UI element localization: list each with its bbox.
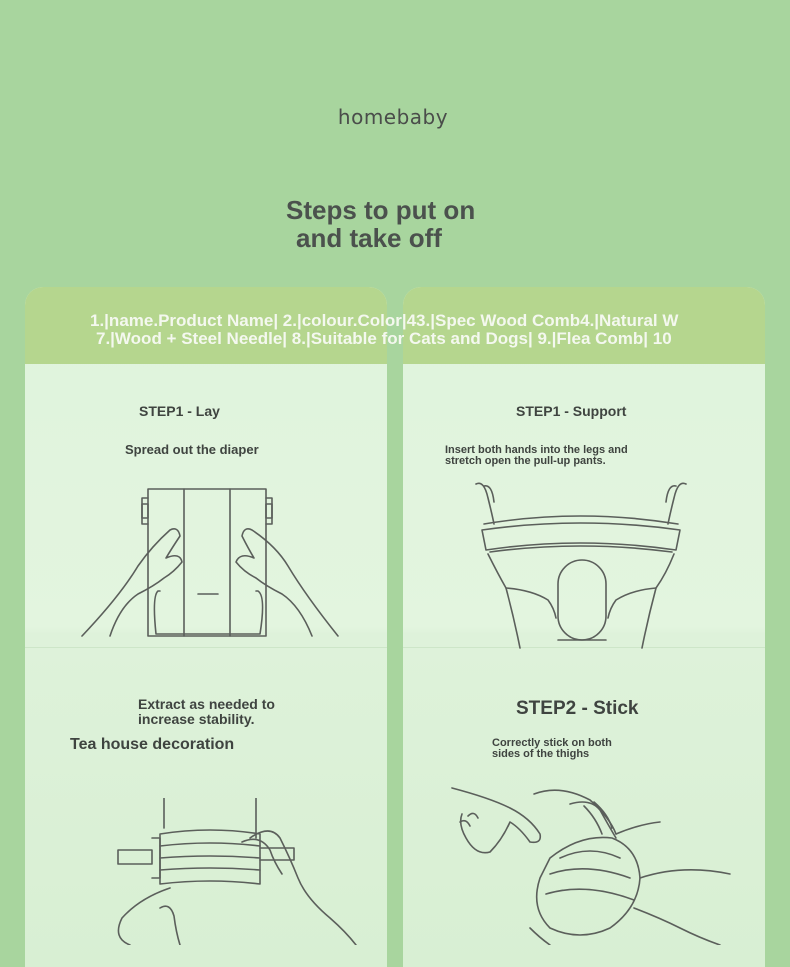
step-extract-desc: Extract as needed to increase stability. bbox=[138, 696, 275, 727]
diaper-extract-icon bbox=[110, 798, 360, 945]
brand-logo: homebaby bbox=[337, 105, 449, 129]
step-support-desc: Insert both hands into the legs and stretch open the pull-up pants. bbox=[445, 444, 628, 467]
step-stick-desc: Correctly stick on both sides of the thighs bbox=[492, 737, 612, 760]
specs-row-2: 7.|Wood + Steel Needle| 8.|Suitable for Cats and Dogs| 9.|Flea Comb| 10 bbox=[96, 329, 672, 348]
step-support-title: STEP1 - Support bbox=[516, 403, 627, 419]
step-stick-title: STEP2 - Stick bbox=[516, 698, 639, 719]
page-title bbox=[286, 196, 475, 252]
step-lay-title: STEP1 - Lay bbox=[139, 403, 220, 419]
step-extract-desc-line bbox=[138, 697, 318, 727]
tea-house-caption: Tea house decoration bbox=[70, 736, 235, 753]
diaper-lay-icon bbox=[80, 486, 340, 650]
pull-up-pants-icon bbox=[470, 478, 695, 650]
product-specs bbox=[0, 312, 790, 348]
baby-thigh-icon bbox=[450, 778, 740, 945]
title-line-1: Steps to put on bbox=[286, 195, 476, 225]
title-line-2: and take off bbox=[296, 223, 442, 253]
step-lay-desc: Spread out the diaper bbox=[125, 442, 259, 457]
specs-row-1: 1.|name.Product Name| 2.|colour.Color|43.|Spec Wood Comb4.|Natural W bbox=[90, 311, 679, 330]
